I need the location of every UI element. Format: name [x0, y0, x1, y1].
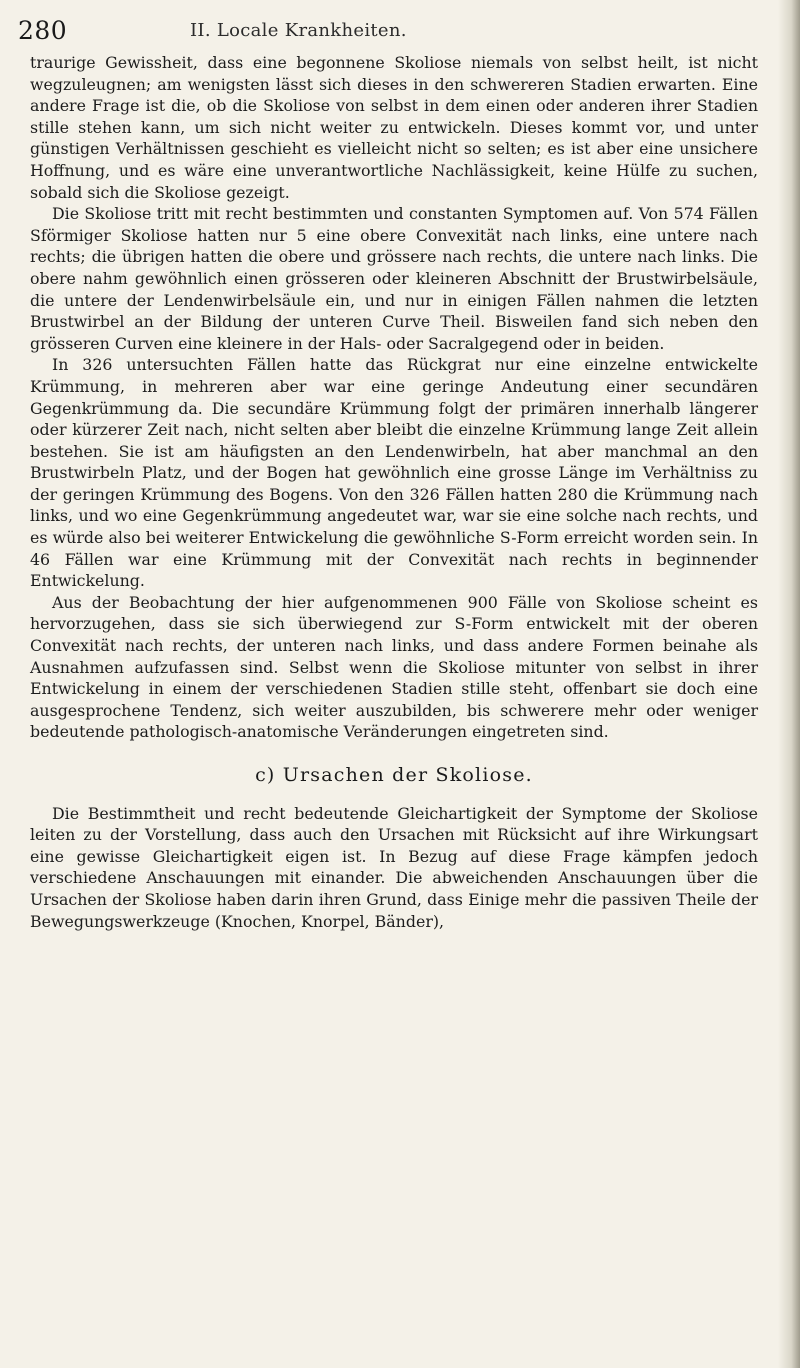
page-header [0, 8, 800, 45]
paragraph-causes: Die Bestimmtheit und recht bedeutende Gleichartigkeit der Symptome der Skoliose leiten zu der Vorstellung, dass auch den Ursachen mit Rücksicht auf ihre Wirkungsart eine gewisse Gleichartigkeit eigen ist. In Bezug auf diese Frage kämpfen jedoch verschiedene Anschauungen mit einander. Die abweichenden Anschauungen über die Ursachen der Skoliose haben darin ihren Grund, dass Einige mehr die passiven Theile der Bewegungswerkzeuge (Knochen, Knorpel, Bänder), [30, 803, 758, 931]
body-text [30, 52, 758, 932]
page-edge-shadow [778, 0, 800, 1368]
running-title: II. Locale Krankheiten. [190, 20, 407, 41]
paragraph-continuation: traurige Gewissheit, dass eine begonnene Skoliose niemals von selbst heilt, ist nicht wegzuleugnen; am wenigsten lässt sich dieses in den schwereren Stadien erwarten. Eine andere Frage ist die, ob die Skoliose von selbst in dem einen oder anderen ihrer Stadien stille stehen kann, um sich nicht weiter zu entwickeln. Dieses kommt vor, und unter günstigen Verhältnissen geschieht es vielleicht nicht so selten; es ist aber eine unsichere Hoffnung, und es wäre eine unverantwortliche Nachlässigkeit, keine Hülfe zu suchen, sobald sich die Skoliose gezeigt. [30, 53, 758, 202]
page-number: 280 [18, 16, 68, 45]
section-heading: c) Ursachen der Skoliose. [255, 764, 533, 786]
paragraph-observation: Aus der Beobachtung der hier aufgenommenen 900 Fälle von Skoliose scheint es hervorzugehen, dass sie sich überwiegend zur S-Form entwickelt mit der oberen Convexität nach rechts, der unteren nach links, und dass andere Formen beinahe als Ausnahmen aufzufassen sind. Selbst wenn die Skoliose mitunter von selbst in ihrer Entwickelung in einem der verschiedenen Stadien stille steht, offenbart sie doch eine ausgesprochene Tendenz, sich weiter auszubilden, bis schwerere mehr oder weniger bedeutende pathologisch-anatomische Veränderungen eingetreten sind. [30, 592, 758, 742]
paragraph-symptoms: Die Skoliose tritt mit recht bestimmten und constanten Symptomen auf. Von 574 Fällen Sförmiger Skoliose hatten nur 5 eine obere Convexität nach links, eine untere nach rechts; die übrigen hatten die obere und grössere nach rechts, die untere nach links. Die obere nahm gewöhnlich einen grösseren oder kleineren Abschnitt der Brustwirbelsäule, die untere der Lendenwirbelsäule ein, und nur in einigen Fällen nahmen die letzten Brustwirbel an der Bildung der unteren Curve Theil. Bisweilen fand sich neben den grösseren Curven eine kleinere in der Hals- oder Sacralgegend oder in beiden. [30, 204, 758, 353]
paragraph-single-curvature: In 326 untersuchten Fällen hatte das Rückgrat nur eine einzelne entwickelte Krümmung, in mehreren aber war eine geringe Andeutung einer secundären Gegenkrümmung da. Die secundäre Krümmung folgt der primären innerhalb längerer oder kürzerer Zeit nach, nicht selten aber bleibt die einzelne Krümmung lange Zeit allein bestehen. Sie ist am häufigsten an den Lendenwirbeln, hat aber manchmal an den Brustwirbeln Platz, und der Bogen hat gewöhnlich eine grosse Länge im Verhältniss zu der geringen Krümmung des Bogens. Von den 326 Fällen hatten 280 die Krümmung nach links, und wo eine Gegenkrümmung angedeutet war, war sie eine solche nach rechts, und es würde also bei weiterer Entwickelung die gewöhnliche S-Form erreicht worden sein. In 46 Fällen war eine Krümmung mit der Convexität nach rechts in beginnender Entwickelung. [30, 355, 758, 591]
